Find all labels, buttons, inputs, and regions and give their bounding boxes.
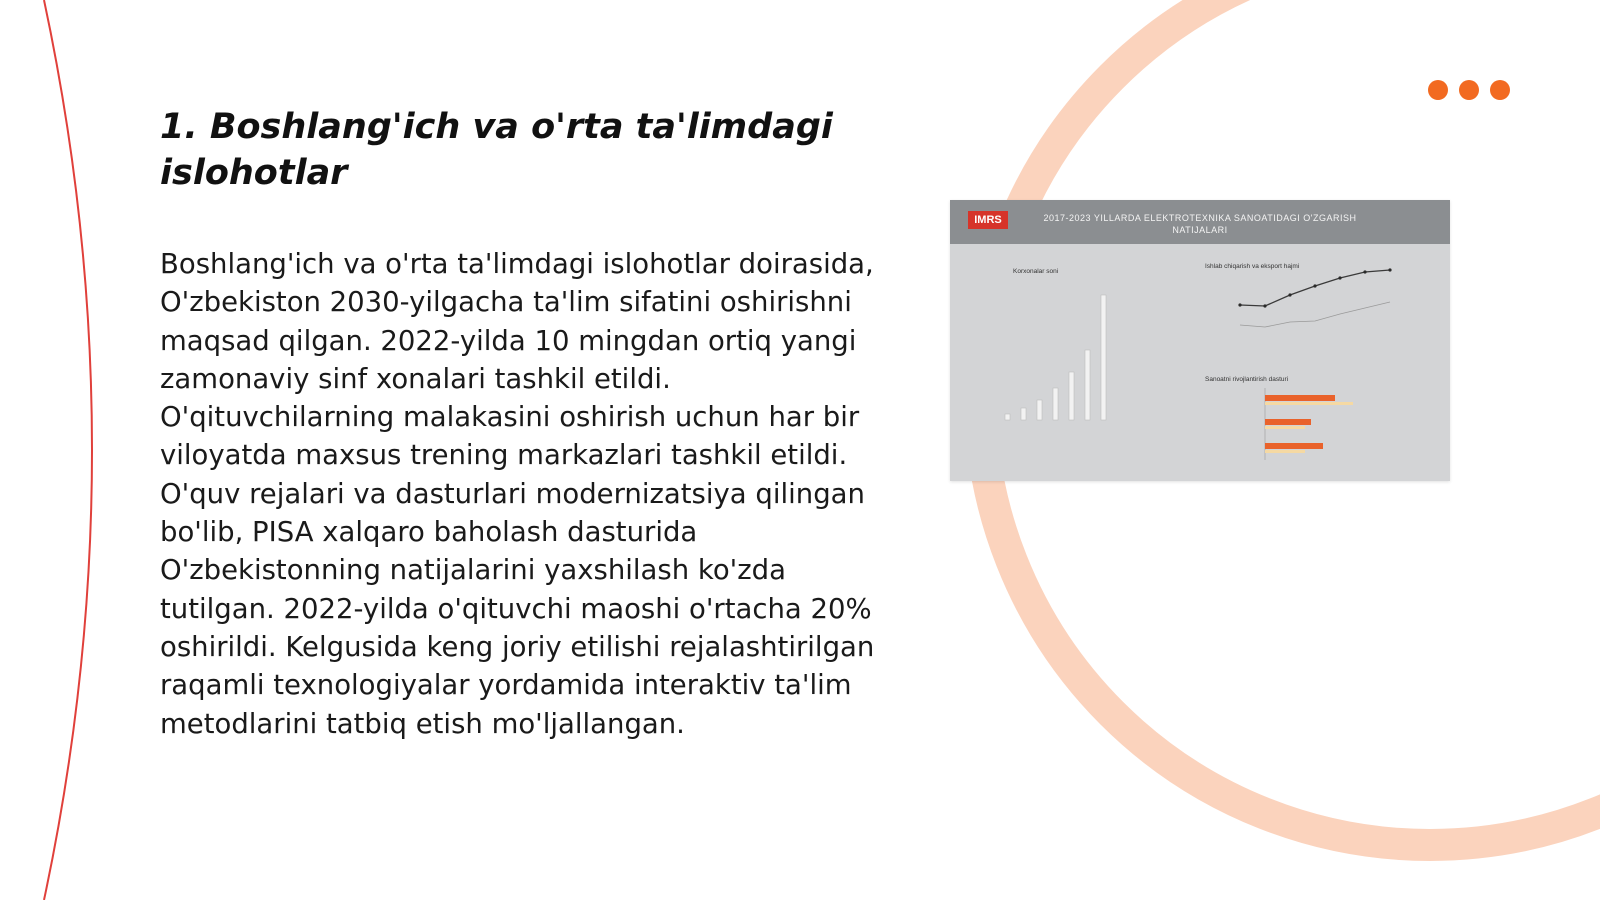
- infographic-graphics: [950, 200, 1450, 481]
- imrs-logo: IMRS: [968, 211, 1008, 229]
- panel-left-title: Korxonalar soni: [1013, 268, 1059, 275]
- dot: [1490, 80, 1510, 100]
- infographic-title: 2017-2023 YILLARDA ELEKTROTEXNIKA SANOATIDAGI O'ZGARISH NATIJALARI: [1043, 213, 1357, 235]
- panel-bottom-title: Sanoatni rivojlantirish dasturi: [1205, 376, 1289, 383]
- infographic-image: [950, 200, 1450, 481]
- line-chart-mini: [1238, 268, 1391, 327]
- dot: [1459, 80, 1479, 100]
- bar-chart-mini: [1005, 295, 1106, 420]
- left-red-curve: [44, 0, 92, 900]
- horizontal-bars-mini: [1265, 388, 1353, 460]
- panel-right-title: Ishlab chiqarish va eksport hajmi: [1205, 263, 1300, 270]
- three-dots-icon: [1428, 80, 1510, 100]
- slide-title: 1. Boshlang'ich va o'rta ta'limdagi islohotlar: [160, 107, 833, 193]
- dot: [1428, 80, 1448, 100]
- slide-body-text: Boshlang'ich va o'rta ta'limdagi islohotlar doirasida, O'zbekiston 2030-yilgacha ta'lim sifatini oshirishni maqsad qilgan. 2022-yilda 10 mingdan ortiq yangi zamonaviy sinf xonalari tashkil etildi. O'qituvchilarning malakasini oshirish uchun har bir viloyatda maxsus trening markazlari tashkil etildi. O'quv rejalari va dasturlari modernizatsiya qilingan bo'lib, PISA xalqaro baholash dasturida O'zbekistonning natijalarini yaxshilash ko'zda tutilgan. 2022-yilda o'qituvchi maoshi o'rtacha 20% oshirildi. Kelgusida keng joriy etilishi rejalashtirilgan raqamli texnologiyalar yordamida interaktiv ta'lim metodlarini tatbiq etish mo'ljallangan.: [160, 248, 875, 740]
